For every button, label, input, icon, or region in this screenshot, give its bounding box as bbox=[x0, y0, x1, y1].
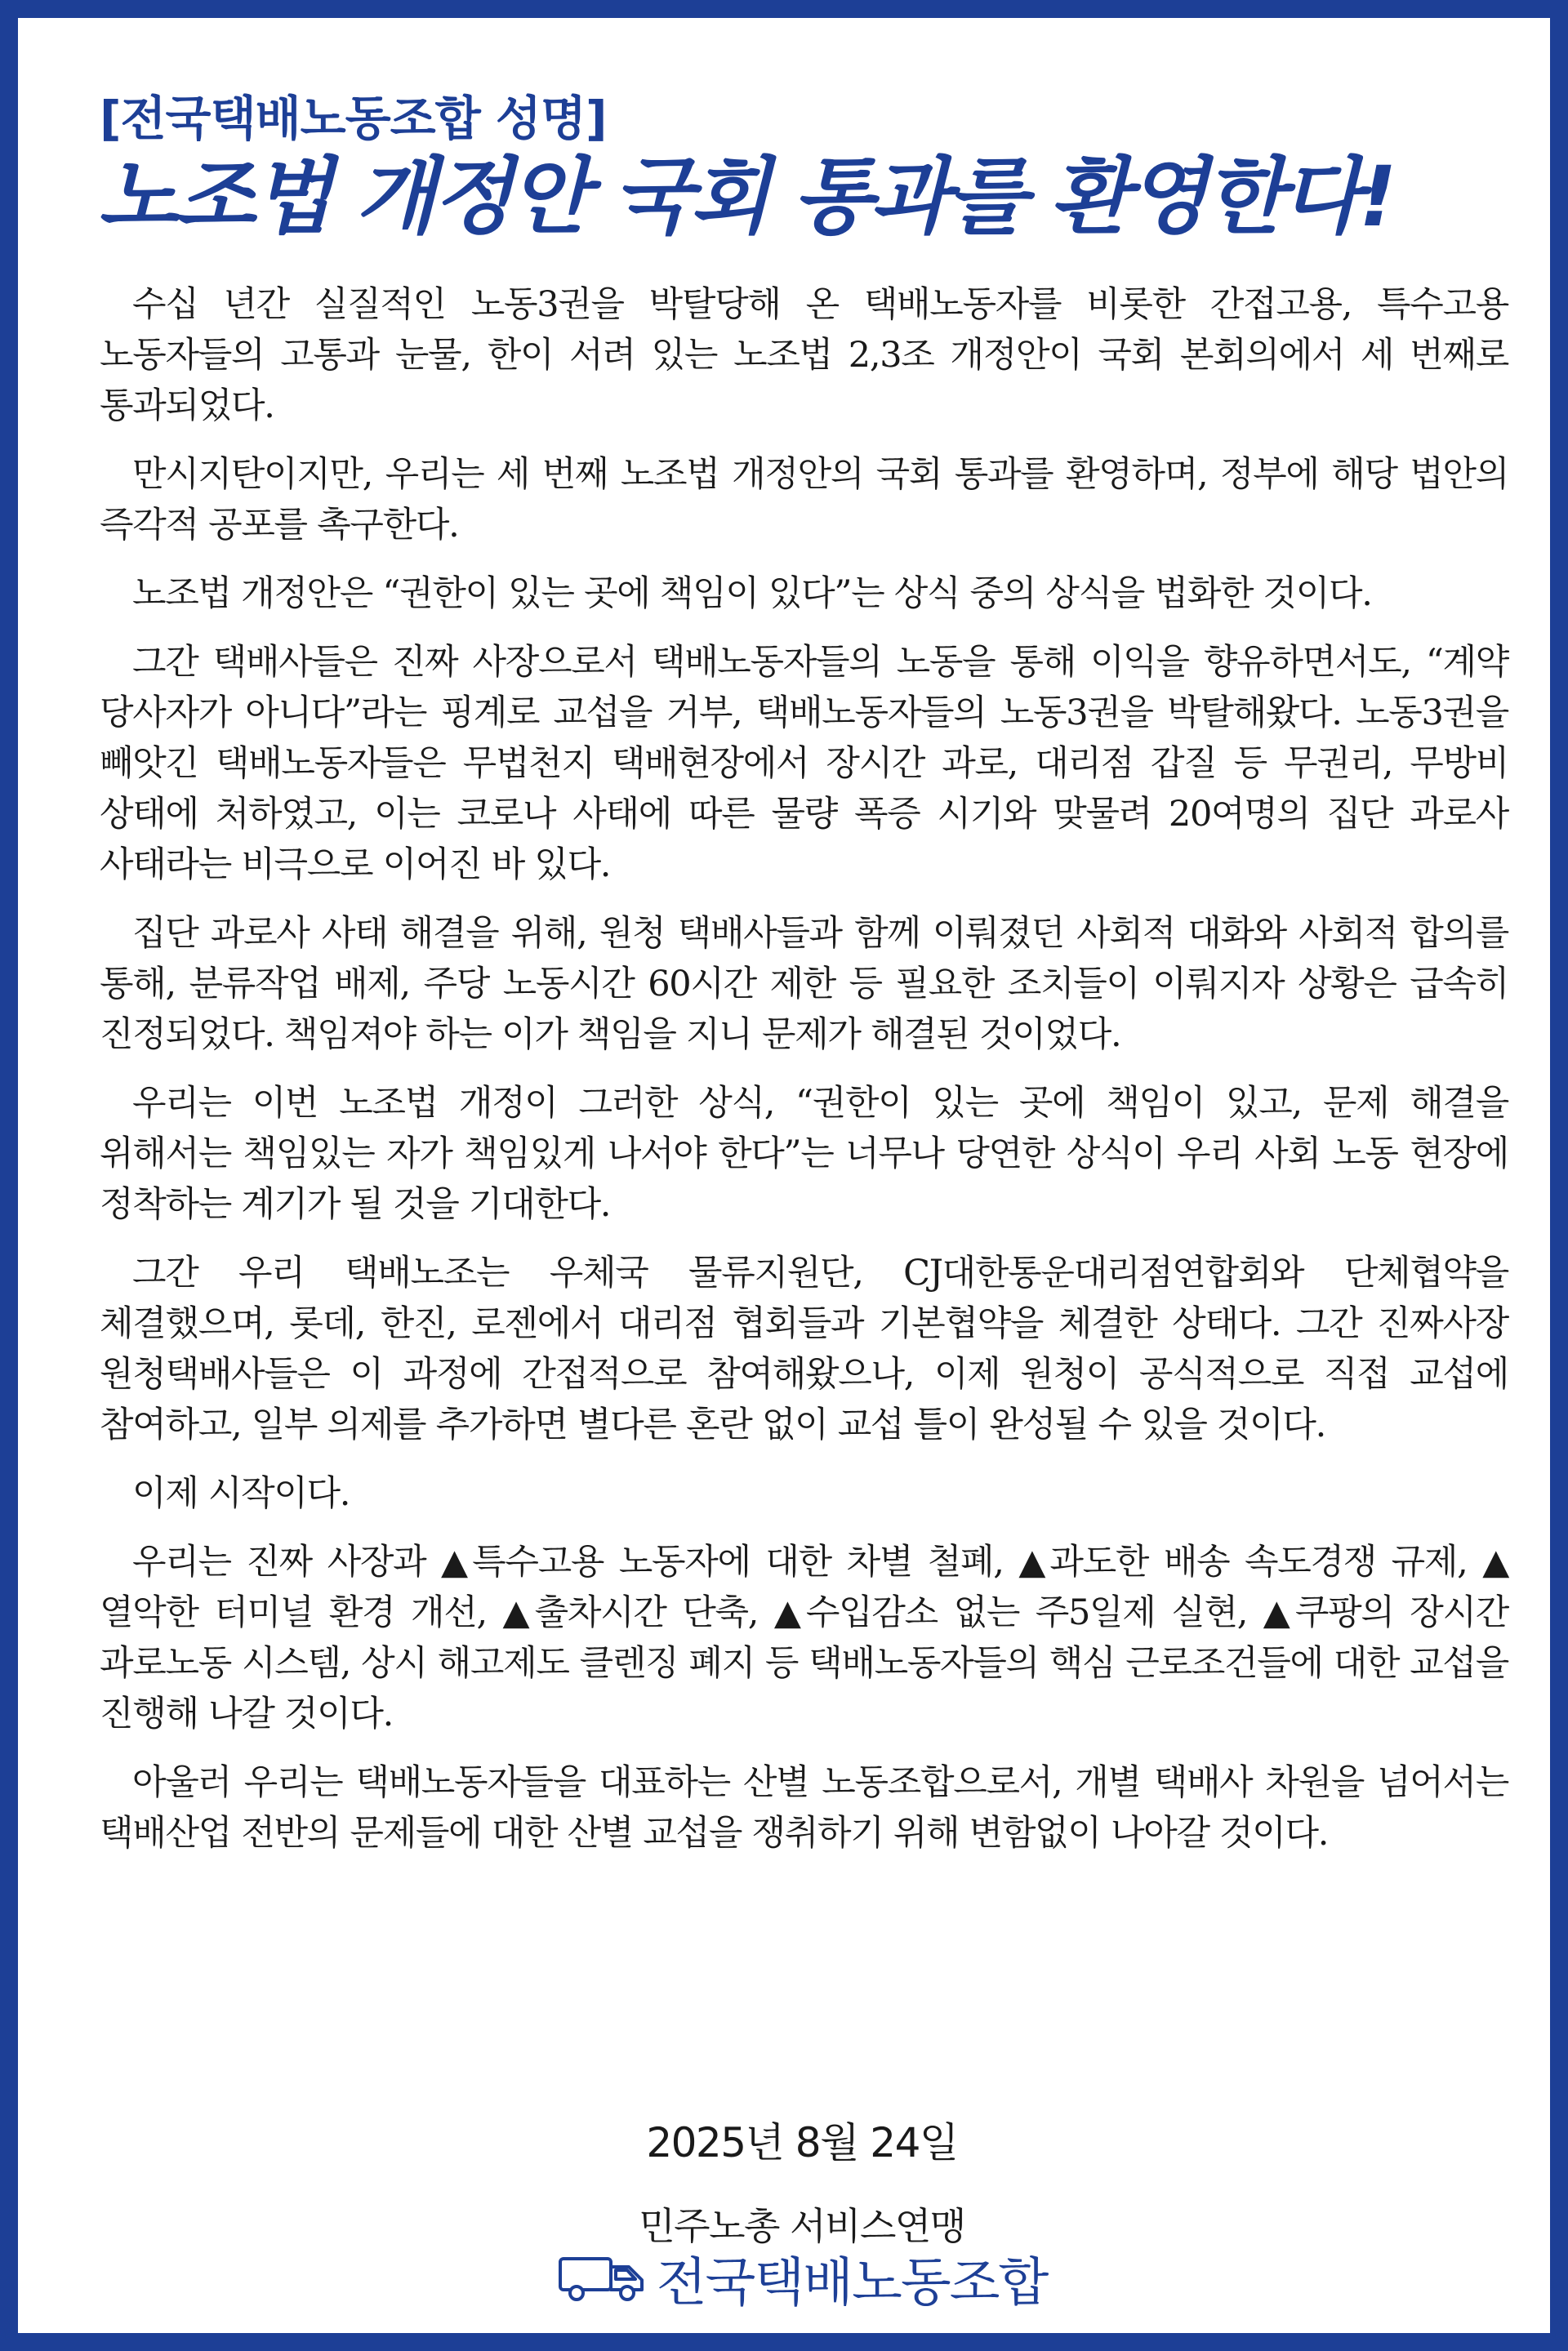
paragraph: 우리는 이번 노조법 개정이 그러한 상식, “권한이 있는 곳에 책임이 있고, 문제 해결을 위해서는 책임있는 자가 책임있게 나서야 한다”는 너무나 당연한 상식이 우리 사회 노동 현장에 정착하는 계기가 될 것을 기대한다. bbox=[100, 1083, 1508, 1225]
statement-label: [전국택배노동조합 성명] bbox=[100, 91, 607, 146]
truck-icon bbox=[557, 2252, 648, 2304]
statement-date: 2025년 8월 24일 bbox=[646, 2119, 958, 2166]
statement-body bbox=[100, 279, 1508, 1877]
paragraph: 그간 택배사들은 진짜 사장으로서 택배노동자들의 노동을 통해 이익을 향유하면서도, “계약 당사자가 아니다”라는 핑계로 교섭을 거부, 택배노동자들의 노동3권을 박탈해왔다. 노동3권을 빼앗긴 택배노동자들은 무법천지 택배현장에서 장시간 과로, 대리점 갑질 등 무권리, 무방비 상태에 처하였고, 이는 코로나 사태에 따른 물량 폭증 시기와 맞물려 20여명의 집단 과로사 사태라는 비극으로 이어진 바 있다. bbox=[100, 642, 1508, 885]
paragraph: 이제 시작이다. bbox=[132, 1473, 350, 1514]
paragraph: 그간 우리 택배노조는 우체국 물류지원단, CJ대한통운대리점연합회와 단체협약을 체결했으며, 롯데, 한진, 로젠에서 대리점 협회들과 기본협약을 체결한 상태다. 그간 진짜사장 원청택배사들은 이 과정에 간접적으로 참여해왔으나, 이제 원청이 공식적으로 직접 교섭에 참여하고, 일부 의제를 추가하면 별다른 혼란 없이 교섭 틀이 완성될 수 있을 것이다. bbox=[100, 1253, 1508, 1445]
paragraph: 만시지탄이지만, 우리는 세 번째 노조법 개정안의 국회 통과를 환영하며, 정부에 해당 법안의 즉각적 공포를 촉구한다. bbox=[100, 454, 1508, 545]
paragraph: 우리는 진짜 사장과 ▲특수고용 노동자에 대한 차별 철폐, ▲과도한 배송 속도경쟁 규제, ▲열악한 터미널 환경 개선, ▲출차시간 단축, ▲수입감소 없는 주5일제 실현, ▲쿠팡의 장시간 과로노동 시스템, 상시 해고제도 클렌징 폐지 등 택배노동자들의 핵심 근로조건들에 대한 교섭을 진행해 나갈 것이다. bbox=[100, 1542, 1508, 1734]
paragraph: 아울러 우리는 택배노동자들을 대표하는 산별 노동조합으로서, 개별 택배사 차원을 넘어서는 택배산업 전반의 문제들에 대한 산별 교섭을 쟁취하기 위해 변함없이 나아갈 것이다. bbox=[100, 1762, 1508, 1854]
paragraph: 노조법 개정안은 “권한이 있는 곳에 책임이 있다”는 상식 중의 상식을 법화한 것이다. bbox=[132, 573, 1372, 614]
headline: 노조법 개정안 국회 통과를 환영한다! bbox=[98, 149, 1394, 246]
parent-organization: 민주노총 서비스연맹 bbox=[639, 2204, 965, 2248]
paragraph: 집단 과로사 사태 해결을 위해, 원청 택배사들과 함께 이뤄졌던 사회적 대화와 사회적 합의를 통해, 분류작업 배제, 주당 노동시간 60시간 제한 등 필요한 조치들이 이뤄지자 상황은 급속히 진정되었다. 책임져야 하는 이가 책임을 지니 문제가 해결된 것이었다. bbox=[100, 913, 1508, 1055]
paragraph: 수십 년간 실질적인 노동3권을 박탈당해 온 택배노동자를 비롯한 간접고용, 특수고용 노동자들의 고통과 눈물, 한이 서려 있는 노조법 2,3조 개정안이 국회 본회의에서 세 번째로 통과되었다. bbox=[100, 284, 1508, 426]
union-name: 전국택배노동조합 bbox=[656, 2253, 1048, 2313]
union-logo bbox=[541, 2246, 1063, 2311]
